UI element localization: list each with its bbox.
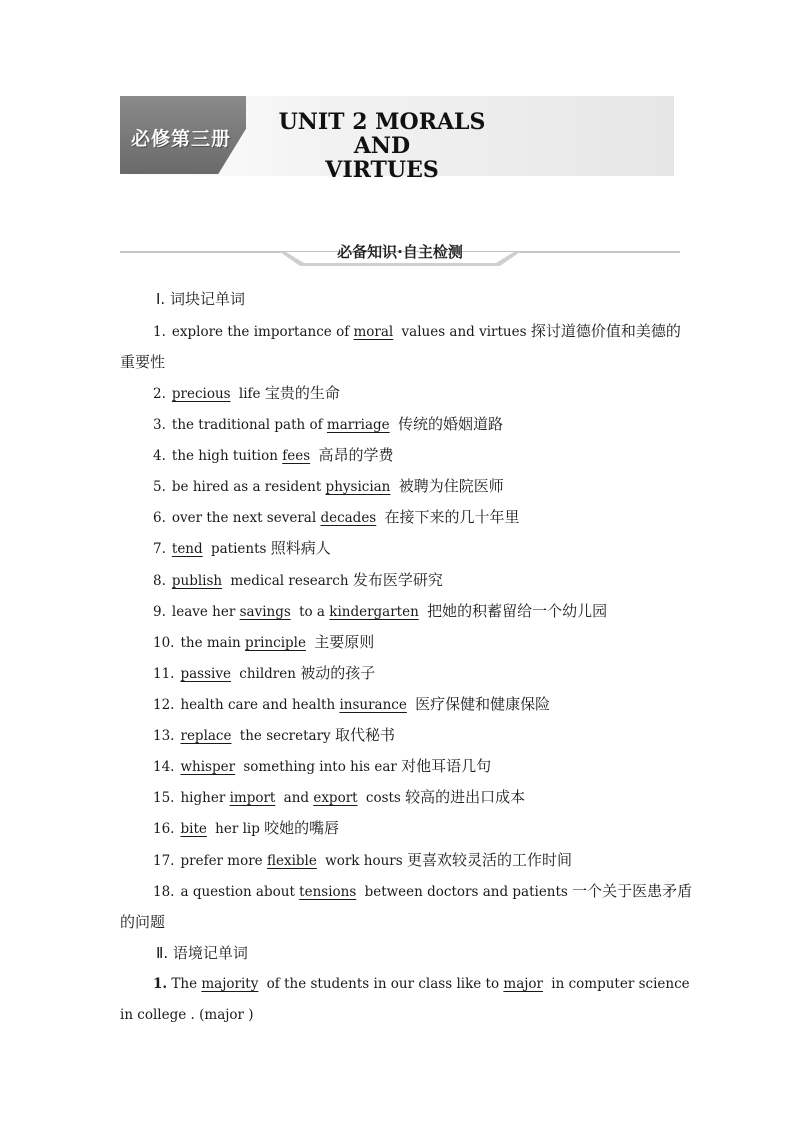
item-text: the high tuition <box>171 448 283 464</box>
item-translation: 对他耳语几句 <box>401 757 492 775</box>
item-number: 14. <box>153 759 175 775</box>
item-number: 16. <box>153 821 175 837</box>
item-translation: 较高的进出口成本 <box>405 788 526 806</box>
answer-blank: decades <box>320 510 377 526</box>
item-text: in college . (major ) <box>120 1007 254 1023</box>
section-header <box>120 238 680 268</box>
item-number: 1. <box>153 324 166 340</box>
item-number: 12. <box>153 697 175 713</box>
item-translation: 宝贵的生命 <box>264 384 340 402</box>
item-translation: 高昂的学费 <box>318 446 394 464</box>
answer-blank: principle <box>245 635 306 651</box>
answer-blank: marriage <box>326 417 390 433</box>
unit-title <box>252 110 512 182</box>
unit-title-line-1: UNIT 2 MORALS AND <box>278 109 486 159</box>
item-translation: 重要性 <box>120 353 166 371</box>
answer-blank: tensions <box>299 884 357 900</box>
answer-blank: precious <box>171 386 231 402</box>
item-text: higher <box>180 790 230 806</box>
item-number: 8. <box>153 573 166 589</box>
item-number: 9. <box>153 604 166 620</box>
item-translation: 被聘为住院医师 <box>398 477 504 495</box>
item-translation: 发布医学研究 <box>352 571 443 589</box>
item-translation: 照料病人 <box>270 539 331 557</box>
item-number: 15. <box>153 790 175 806</box>
item-text: and <box>279 790 314 806</box>
item-text: patients <box>206 541 271 557</box>
section-title: 必备知识·自主检测 <box>337 243 463 261</box>
item-text: costs <box>361 790 406 806</box>
item-translation: 把她的积蓄留给一个幼儿园 <box>427 602 608 620</box>
item-translation: 医疗保健和健康保险 <box>415 695 551 713</box>
answer-blank: flexible <box>266 853 317 869</box>
item-translation: 探讨道德价值和美德的 <box>530 322 681 340</box>
item-text: The <box>167 976 202 992</box>
item-text: prefer more <box>180 853 267 869</box>
item-number: 2. <box>153 386 166 402</box>
item-text: work hours <box>320 853 407 869</box>
item-translation: 被动的孩子 <box>300 664 376 682</box>
item-text: the secretary <box>235 728 335 744</box>
item-number: 13. <box>153 728 175 744</box>
answer-blank: export <box>313 790 358 806</box>
item-text: a question about <box>180 884 300 900</box>
answer-blank: import <box>229 790 276 806</box>
answer-blank: publish <box>171 573 223 589</box>
item-number: 3. <box>153 417 166 433</box>
item-translation: 主要原则 <box>314 633 375 651</box>
item-text: in computer science <box>547 976 690 992</box>
answer-blank: tend <box>171 541 203 557</box>
answer-blank: passive <box>180 666 231 682</box>
item-translation: 取代秘书 <box>334 726 395 744</box>
answer-blank: whisper <box>180 759 236 775</box>
item-number: 10. <box>153 635 175 651</box>
item-number: 4. <box>153 448 166 464</box>
item-translation: 咬她的嘴唇 <box>264 819 340 837</box>
item-number: 7. <box>153 541 166 557</box>
item-text: health care and health <box>180 697 340 713</box>
unit-title-line-2: VIRTUES <box>325 157 439 183</box>
answer-blank: kindergarten <box>329 604 419 620</box>
item-translation: 一个关于医患矛盾 <box>572 882 693 900</box>
item-number: 17. <box>153 853 175 869</box>
item-text: the main <box>180 635 246 651</box>
item-number: 11. <box>153 666 175 682</box>
answer-blank: fees <box>282 448 311 464</box>
answer-blank: replace <box>180 728 232 744</box>
part2-heading: Ⅱ. 语境记单词 <box>156 944 248 962</box>
item-text: the traditional path of <box>171 417 327 433</box>
item-translation: 传统的婚姻道路 <box>397 415 503 433</box>
item-text: leave her <box>171 604 240 620</box>
book-tab-label: 必修第三册 <box>130 128 231 150</box>
item-text: values and virtues <box>397 324 531 340</box>
answer-blank: savings <box>239 604 291 620</box>
answer-blank: moral <box>353 324 394 340</box>
item-translation: 在接下来的几十年里 <box>384 508 520 526</box>
item-number: 6. <box>153 510 166 526</box>
item-text: life <box>234 386 265 402</box>
item-translation: 更喜欢较灵活的工作时间 <box>406 851 572 869</box>
item-text: be hired as a resident <box>171 479 326 495</box>
item-text: medical research <box>226 573 353 589</box>
item-text: over the next several <box>171 510 321 526</box>
part1-heading: Ⅰ. 词块记单词 <box>156 290 245 308</box>
answer-blank: physician <box>325 479 391 495</box>
item-text: explore the importance of <box>171 324 354 340</box>
answer-blank: major <box>503 976 544 992</box>
item-text: something into his ear <box>239 759 402 775</box>
item-number: 18. <box>153 884 175 900</box>
item-text: children <box>234 666 301 682</box>
item-number: 5. <box>153 479 166 495</box>
item-text: to a <box>294 604 330 620</box>
item-translation: 的问题 <box>120 913 166 931</box>
answer-blank: bite <box>180 821 207 837</box>
item-number: 1. <box>153 976 168 992</box>
item-text: her lip <box>210 821 265 837</box>
item-text: of the students in our class like to <box>262 976 504 992</box>
item-text: between doctors and patients <box>360 884 573 900</box>
answer-blank: insurance <box>339 697 407 713</box>
answer-blank: majority <box>201 976 259 992</box>
